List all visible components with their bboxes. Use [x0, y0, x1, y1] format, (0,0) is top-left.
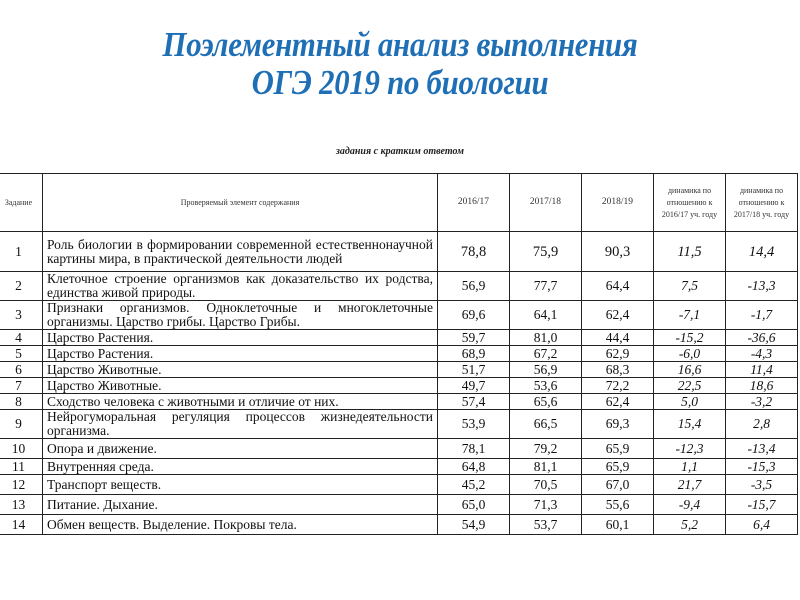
score-2017-18: 77,7	[510, 272, 582, 301]
task-number: 8	[0, 394, 43, 410]
dynamics-vs-2017-18: -15,7	[726, 495, 798, 515]
score-2016-17: 78,1	[438, 439, 510, 459]
table-row	[0, 362, 798, 378]
score-2017-18: 64,1	[510, 301, 582, 330]
dynamics-vs-2017-18: -36,6	[726, 330, 798, 346]
content-element: Царство Животные.	[43, 362, 438, 378]
score-2018-19: 65,9	[582, 459, 654, 475]
score-2017-18: 65,6	[510, 394, 582, 410]
slide-title-line1: Поэлементный анализ выполнения	[162, 25, 638, 64]
slide-title	[0, 26, 800, 102]
score-2016-17: 59,7	[438, 330, 510, 346]
content-element: Обмен веществ. Выделение. Покровы тела.	[43, 515, 438, 535]
dynamics-vs-2016-17: -9,4	[654, 495, 726, 515]
score-2016-17: 65,0	[438, 495, 510, 515]
table-row	[0, 439, 798, 459]
dynamics-vs-2017-18: -13,4	[726, 439, 798, 459]
content-element: Внутренняя среда.	[43, 459, 438, 475]
score-2016-17: 53,9	[438, 410, 510, 439]
task-number: 10	[0, 439, 43, 459]
dynamics-vs-2016-17: 16,6	[654, 362, 726, 378]
content-element: Опора и движение.	[43, 439, 438, 459]
dynamics-vs-2016-17: -15,2	[654, 330, 726, 346]
dynamics-vs-2017-18: -4,3	[726, 346, 798, 362]
score-2018-19: 68,3	[582, 362, 654, 378]
score-2016-17: 56,9	[438, 272, 510, 301]
dynamics-vs-2016-17: 5,2	[654, 515, 726, 535]
dynamics-vs-2016-17: -6,0	[654, 346, 726, 362]
task-number: 1	[0, 232, 43, 272]
dynamics-vs-2017-18: 18,6	[726, 378, 798, 394]
header-2018-19: 2018/19	[582, 174, 654, 232]
table-row	[0, 495, 798, 515]
score-2017-18: 53,7	[510, 515, 582, 535]
dynamics-vs-2017-18: -13,3	[726, 272, 798, 301]
score-2018-19: 60,1	[582, 515, 654, 535]
dynamics-vs-2017-18: 11,4	[726, 362, 798, 378]
score-2017-18: 53,6	[510, 378, 582, 394]
table-header-row	[0, 174, 798, 232]
score-2016-17: 54,9	[438, 515, 510, 535]
header-dynamics-2017-18: динамика по отношению к 2017/18 уч. году	[726, 174, 798, 232]
score-2018-19: 69,3	[582, 410, 654, 439]
header-element: Проверяемый элемент содержания	[43, 174, 438, 232]
table-row	[0, 232, 798, 272]
table-caption: задания с кратким ответом	[336, 146, 464, 157]
table-row	[0, 272, 798, 301]
content-element: Царство Растения.	[43, 346, 438, 362]
content-element: Питание. Дыхание.	[43, 495, 438, 515]
score-2016-17: 51,7	[438, 362, 510, 378]
content-element: Царство Животные.	[43, 378, 438, 394]
score-2018-19: 67,0	[582, 475, 654, 495]
dynamics-vs-2017-18: 2,8	[726, 410, 798, 439]
score-2016-17: 64,8	[438, 459, 510, 475]
content-element: Клеточное строение организмов как доказательство их родства, единства живой природы.	[43, 272, 438, 301]
dynamics-vs-2017-18: -3,5	[726, 475, 798, 495]
score-2018-19: 62,9	[582, 346, 654, 362]
table-row	[0, 475, 798, 495]
content-element: Транспорт веществ.	[43, 475, 438, 495]
score-2017-18: 79,2	[510, 439, 582, 459]
score-2018-19: 72,2	[582, 378, 654, 394]
score-2018-19: 44,4	[582, 330, 654, 346]
table-row	[0, 301, 798, 330]
table-row	[0, 330, 798, 346]
score-2018-19: 62,4	[582, 394, 654, 410]
score-2018-19: 55,6	[582, 495, 654, 515]
score-2017-18: 81,0	[510, 330, 582, 346]
score-2016-17: 78,8	[438, 232, 510, 272]
score-2018-19: 64,4	[582, 272, 654, 301]
score-2018-19: 65,9	[582, 439, 654, 459]
score-2018-19: 62,4	[582, 301, 654, 330]
score-2017-18: 67,2	[510, 346, 582, 362]
content-element: Царство Растения.	[43, 330, 438, 346]
dynamics-vs-2017-18: -1,7	[726, 301, 798, 330]
task-number: 7	[0, 378, 43, 394]
dynamics-vs-2016-17: 15,4	[654, 410, 726, 439]
dynamics-vs-2016-17: 1,1	[654, 459, 726, 475]
score-2016-17: 49,7	[438, 378, 510, 394]
score-2017-18: 66,5	[510, 410, 582, 439]
task-number: 11	[0, 459, 43, 475]
slide-title-line2: ОГЭ 2019 по биологии	[251, 63, 549, 102]
content-element: Признаки организмов. Одноклеточные и многоклеточные организмы. Царство грибы. Царство Грибы.	[43, 301, 438, 330]
table-row	[0, 459, 798, 475]
header-2017-18: 2017/18	[510, 174, 582, 232]
task-number: 9	[0, 410, 43, 439]
score-2016-17: 45,2	[438, 475, 510, 495]
dynamics-vs-2016-17: 22,5	[654, 378, 726, 394]
dynamics-vs-2017-18: 14,4	[726, 232, 798, 272]
content-element: Нейрогуморальная регуляция процессов жизнедеятельности организма.	[43, 410, 438, 439]
content-element: Роль биологии в формировании современной естественнонаучной картины мира, в практической деятельности людей	[43, 232, 438, 272]
task-number: 12	[0, 475, 43, 495]
table-row	[0, 410, 798, 439]
table-row	[0, 346, 798, 362]
task-number: 3	[0, 301, 43, 330]
header-task: Задание	[0, 174, 43, 232]
task-number: 14	[0, 515, 43, 535]
score-2018-19: 90,3	[582, 232, 654, 272]
table-row	[0, 515, 798, 535]
header-dynamics-2016-17: динамика по отношению к 2016/17 уч. году	[654, 174, 726, 232]
task-number: 2	[0, 272, 43, 301]
dynamics-vs-2016-17: 5,0	[654, 394, 726, 410]
task-number: 6	[0, 362, 43, 378]
dynamics-vs-2016-17: 11,5	[654, 232, 726, 272]
task-number: 4	[0, 330, 43, 346]
dynamics-vs-2016-17: -12,3	[654, 439, 726, 459]
score-2017-18: 81,1	[510, 459, 582, 475]
results-table	[0, 173, 798, 535]
score-2017-18: 71,3	[510, 495, 582, 515]
score-2017-18: 70,5	[510, 475, 582, 495]
dynamics-vs-2017-18: -3,2	[726, 394, 798, 410]
score-2016-17: 68,9	[438, 346, 510, 362]
table-row	[0, 378, 798, 394]
score-2016-17: 69,6	[438, 301, 510, 330]
content-element: Сходство человека с животными и отличие от них.	[43, 394, 438, 410]
task-number: 5	[0, 346, 43, 362]
score-2016-17: 57,4	[438, 394, 510, 410]
dynamics-vs-2016-17: 7,5	[654, 272, 726, 301]
dynamics-vs-2016-17: 21,7	[654, 475, 726, 495]
dynamics-vs-2016-17: -7,1	[654, 301, 726, 330]
task-number: 13	[0, 495, 43, 515]
score-2017-18: 56,9	[510, 362, 582, 378]
score-2017-18: 75,9	[510, 232, 582, 272]
table-row	[0, 394, 798, 410]
dynamics-vs-2017-18: -15,3	[726, 459, 798, 475]
dynamics-vs-2017-18: 6,4	[726, 515, 798, 535]
header-2016-17: 2016/17	[438, 174, 510, 232]
